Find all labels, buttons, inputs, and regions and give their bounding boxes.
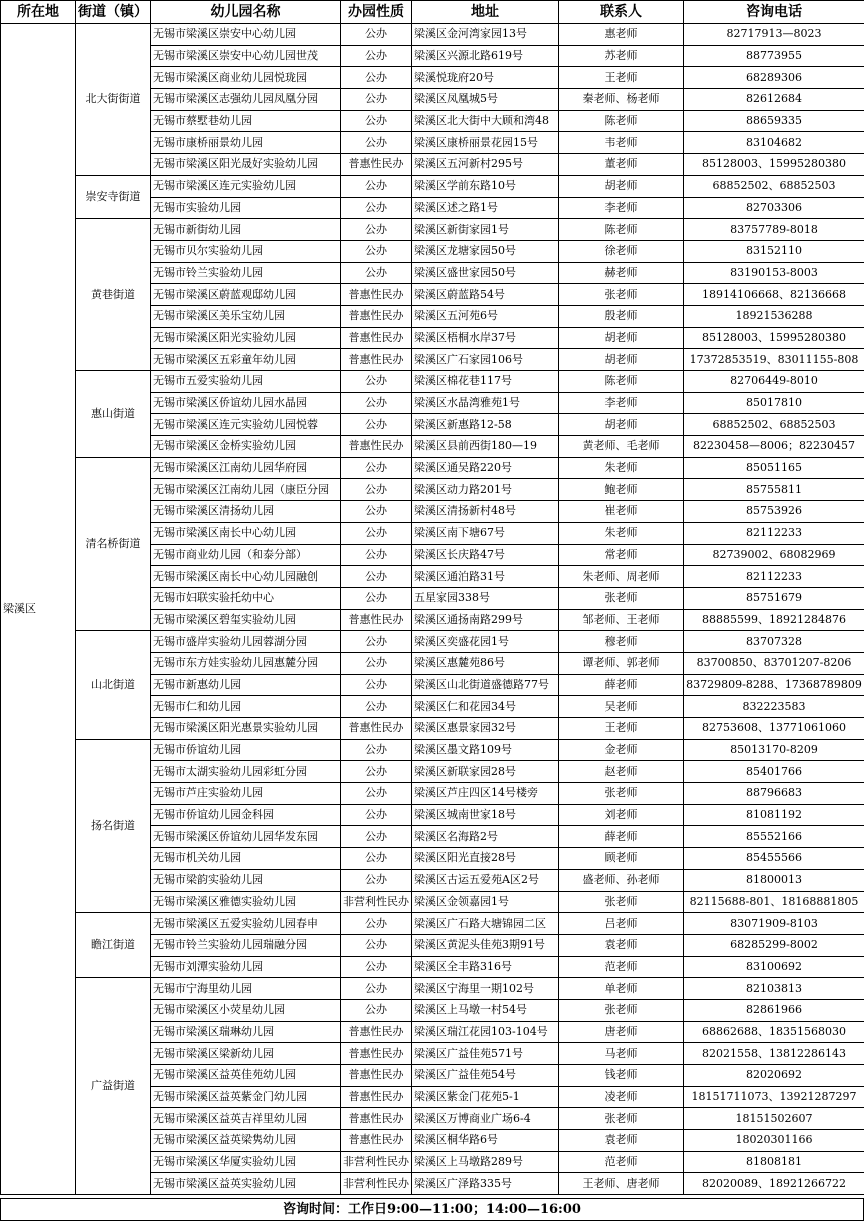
phone-cell: 68289306	[684, 67, 864, 89]
nature-cell: 公办	[341, 978, 412, 1000]
kindergarten-name-cell: 无锡市铃兰实验幼儿园瑞融分园	[151, 934, 341, 956]
kindergarten-name-cell: 无锡市梁溪区商业幼儿园悦珑园	[151, 67, 341, 89]
nature-cell: 普惠性民办	[341, 1108, 412, 1130]
address-cell: 梁溪区棉花巷117号	[412, 371, 559, 393]
address-cell: 梁溪区惠景家园32号	[412, 718, 559, 740]
phone-cell: 82861966	[684, 999, 864, 1021]
contact-cell: 唐老师	[559, 1021, 684, 1043]
contact-cell: 邹老师、王老师	[559, 609, 684, 631]
phone-cell: 81808181	[684, 1151, 864, 1173]
address-cell: 梁溪区新街家园1号	[412, 219, 559, 241]
contact-cell: 张老师	[559, 999, 684, 1021]
kindergarten-name-cell: 无锡市梁溪区志强幼儿园凤凰分园	[151, 89, 341, 111]
contact-cell: 张老师	[559, 891, 684, 913]
contact-cell: 韦老师	[559, 132, 684, 154]
nature-cell: 公办	[341, 45, 412, 67]
kindergarten-name-cell: 无锡市梁溪区江南幼儿园华府园	[151, 457, 341, 479]
address-cell: 梁溪区清扬新村48号	[412, 501, 559, 523]
contact-cell: 薛老师	[559, 826, 684, 848]
kindergarten-name-cell: 无锡市梁溪区连元实验幼儿园悦蓉	[151, 414, 341, 436]
table-row	[1, 739, 864, 761]
phone-cell: 88659335	[684, 110, 864, 132]
kindergarten-name-cell: 无锡市梁溪区瑞琳幼儿园	[151, 1021, 341, 1043]
contact-cell: 赵老师	[559, 761, 684, 783]
kindergarten-name-cell: 无锡市芦庄实验幼儿园	[151, 783, 341, 805]
nature-cell: 公办	[341, 219, 412, 241]
header-nature: 办园性质	[341, 1, 412, 24]
contact-cell: 凌老师	[559, 1086, 684, 1108]
phone-cell: 81081192	[684, 804, 864, 826]
contact-cell: 常老师	[559, 544, 684, 566]
kindergarten-name-cell: 无锡市新街幼儿园	[151, 219, 341, 241]
street-cell: 扬名街道	[76, 739, 151, 913]
address-cell: 梁溪区黄泥头佳苑3期91号	[412, 934, 559, 956]
address-cell: 梁溪区广石路大塘锦园二区	[412, 913, 559, 935]
nature-cell: 公办	[341, 479, 412, 501]
nature-cell: 普惠性民办	[341, 1130, 412, 1152]
address-cell: 梁溪区龙塘家园50号	[412, 240, 559, 262]
street-cell: 崇安寺街道	[76, 175, 151, 218]
phone-cell: 85751679	[684, 587, 864, 609]
nature-cell: 公办	[341, 587, 412, 609]
phone-cell: 83757789-8018	[684, 219, 864, 241]
street-cell: 北大街街道	[76, 24, 151, 176]
kindergarten-name-cell: 无锡市梁溪区五彩童年幼儿园	[151, 349, 341, 371]
kindergarten-name-cell: 无锡市梁溪区美乐宝幼儿园	[151, 305, 341, 327]
address-cell: 梁溪区凤凰城5号	[412, 89, 559, 111]
contact-cell: 范老师	[559, 956, 684, 978]
phone-cell: 82703306	[684, 197, 864, 219]
table-row	[1, 175, 864, 197]
street-cell: 清名桥街道	[76, 457, 151, 631]
phone-cell: 85128003、15995280380	[684, 154, 864, 176]
contact-cell: 薛老师	[559, 674, 684, 696]
address-cell: 梁溪区阳光直接28号	[412, 848, 559, 870]
kindergarten-name-cell: 无锡市梁溪区侨谊幼儿园水晶园	[151, 392, 341, 414]
address-cell: 梁溪区长庆路47号	[412, 544, 559, 566]
contact-cell: 王老师	[559, 718, 684, 740]
address-cell: 梁溪区通泊路31号	[412, 566, 559, 588]
nature-cell: 普惠性民办	[341, 718, 412, 740]
phone-cell: 85455566	[684, 848, 864, 870]
address-cell: 梁溪区金领嘉园1号	[412, 891, 559, 913]
phone-cell: 82706449-8010	[684, 371, 864, 393]
kindergarten-name-cell: 无锡市侨谊幼儿园	[151, 739, 341, 761]
phone-cell: 85755811	[684, 479, 864, 501]
contact-cell: 胡老师	[559, 349, 684, 371]
nature-cell: 公办	[341, 24, 412, 46]
contact-cell: 惠老师	[559, 24, 684, 46]
phone-cell: 18151711073、13921287297	[684, 1086, 864, 1108]
phone-cell: 18921536288	[684, 305, 864, 327]
table-row	[1, 457, 864, 479]
contact-cell: 苏老师	[559, 45, 684, 67]
header-row	[1, 1, 864, 24]
nature-cell: 公办	[341, 522, 412, 544]
kindergarten-name-cell: 无锡市妇联实验托幼中心	[151, 587, 341, 609]
nature-cell: 公办	[341, 804, 412, 826]
contact-cell: 陈老师	[559, 219, 684, 241]
nature-cell: 公办	[341, 132, 412, 154]
contact-cell: 马老师	[559, 1043, 684, 1065]
kindergarten-name-cell: 无锡市东方娃实验幼儿园惠麓分园	[151, 652, 341, 674]
nature-cell: 普惠性民办	[341, 1021, 412, 1043]
header-location: 所在地	[1, 1, 76, 24]
address-cell: 梁溪区仁和花园34号	[412, 696, 559, 718]
address-cell: 梁溪区通吴路220号	[412, 457, 559, 479]
address-cell: 梁溪区述之路1号	[412, 197, 559, 219]
contact-cell: 刘老师	[559, 804, 684, 826]
nature-cell: 公办	[341, 848, 412, 870]
contact-cell: 陈老师	[559, 371, 684, 393]
kindergarten-name-cell: 无锡市梁溪区碧玺实验幼儿园	[151, 609, 341, 631]
nature-cell: 普惠性民办	[341, 284, 412, 306]
phone-cell: 85013170-8209	[684, 739, 864, 761]
kindergarten-name-cell: 无锡市商业幼儿园（和泰分部）	[151, 544, 341, 566]
kindergarten-name-cell: 无锡市太湖实验幼儿园彩虹分园	[151, 761, 341, 783]
street-cell: 惠山街道	[76, 371, 151, 458]
nature-cell: 非营利性民办	[341, 1151, 412, 1173]
kindergarten-name-cell: 无锡市蔡墅巷幼儿园	[151, 110, 341, 132]
nature-cell: 公办	[341, 934, 412, 956]
phone-cell: 85552166	[684, 826, 864, 848]
kindergarten-name-cell: 无锡市宁海里幼儿园	[151, 978, 341, 1000]
nature-cell: 公办	[341, 544, 412, 566]
nature-cell: 公办	[341, 110, 412, 132]
kindergarten-name-cell: 无锡市梁溪区阳光惠景实验幼儿园	[151, 718, 341, 740]
address-cell: 梁溪区学前东路10号	[412, 175, 559, 197]
phone-cell: 18020301166	[684, 1130, 864, 1152]
address-cell: 梁溪区水晶湾雅苑1号	[412, 392, 559, 414]
kindergarten-name-cell: 无锡市梁溪区侨谊幼儿园华发东园	[151, 826, 341, 848]
phone-cell: 83729809-8288、17368789809	[684, 674, 864, 696]
nature-cell: 公办	[341, 999, 412, 1021]
contact-cell: 胡老师	[559, 414, 684, 436]
kindergarten-name-cell: 无锡市盛岸实验幼儿园蓉湖分园	[151, 631, 341, 653]
nature-cell: 普惠性民办	[341, 305, 412, 327]
nature-cell: 普惠性民办	[341, 1086, 412, 1108]
phone-cell: 832223583	[684, 696, 864, 718]
kindergarten-name-cell: 无锡市机关幼儿园	[151, 848, 341, 870]
header-street: 街道（镇）	[76, 1, 151, 24]
nature-cell: 普惠性民办	[341, 349, 412, 371]
street-cell: 瞻江街道	[76, 913, 151, 978]
kindergarten-name-cell: 无锡市梁溪区蔚蓝观邸幼儿园	[151, 284, 341, 306]
phone-cell: 82753608、13771061060	[684, 718, 864, 740]
contact-cell: 徐老师	[559, 240, 684, 262]
phone-cell: 82112233	[684, 522, 864, 544]
contact-cell: 朱老师	[559, 522, 684, 544]
kindergarten-name-cell: 无锡市梁溪区崇安中心幼儿园世茂	[151, 45, 341, 67]
address-cell: 梁溪区万博商业广场6-4	[412, 1108, 559, 1130]
address-cell: 梁溪区古运五爱苑A区2号	[412, 869, 559, 891]
table-body	[1, 24, 864, 1195]
kindergarten-name-cell: 无锡市梁溪区益英紫金门幼儿园	[151, 1086, 341, 1108]
contact-cell: 张老师	[559, 284, 684, 306]
phone-cell: 82021558、13812286143	[684, 1043, 864, 1065]
table-row	[1, 371, 864, 393]
kindergarten-name-cell: 无锡市贝尔实验幼儿园	[151, 240, 341, 262]
nature-cell: 普惠性民办	[341, 327, 412, 349]
contact-cell: 穆老师	[559, 631, 684, 653]
address-cell: 梁溪区广益佳苑54号	[412, 1065, 559, 1087]
contact-cell: 胡老师	[559, 327, 684, 349]
address-cell: 梁溪区城南世家18号	[412, 804, 559, 826]
nature-cell: 公办	[341, 371, 412, 393]
nature-cell: 公办	[341, 783, 412, 805]
contact-cell: 张老师	[559, 587, 684, 609]
nature-cell: 公办	[341, 761, 412, 783]
header-contact: 联系人	[559, 1, 684, 24]
address-cell: 梁溪区广石家园106号	[412, 349, 559, 371]
address-cell: 梁溪区奕盛花园1号	[412, 631, 559, 653]
nature-cell: 公办	[341, 826, 412, 848]
address-cell: 梁溪区新联家园28号	[412, 761, 559, 783]
phone-cell: 82115688-801、18168881805	[684, 891, 864, 913]
nature-cell: 公办	[341, 262, 412, 284]
kindergarten-name-cell: 无锡市梁溪区金桥实验幼儿园	[151, 436, 341, 458]
nature-cell: 公办	[341, 913, 412, 935]
kindergarten-name-cell: 无锡市梁溪区连元实验幼儿园	[151, 175, 341, 197]
kindergarten-name-cell: 无锡市梁溪区益英佳苑幼儿园	[151, 1065, 341, 1087]
contact-cell: 鲍老师	[559, 479, 684, 501]
phone-cell: 68852502、68852503	[684, 175, 864, 197]
contact-cell: 顾老师	[559, 848, 684, 870]
phone-cell: 83190153-8003	[684, 262, 864, 284]
address-cell: 梁溪区金河湾家园13号	[412, 24, 559, 46]
phone-cell: 85017810	[684, 392, 864, 414]
nature-cell: 公办	[341, 240, 412, 262]
phone-cell: 82717913—8023	[684, 24, 864, 46]
phone-cell: 85051165	[684, 457, 864, 479]
contact-cell: 王老师	[559, 67, 684, 89]
address-cell: 梁溪区五河苑6号	[412, 305, 559, 327]
nature-cell: 公办	[341, 197, 412, 219]
address-cell: 梁溪区上马墩路289号	[412, 1151, 559, 1173]
address-cell: 梁溪区全丰路316号	[412, 956, 559, 978]
kindergarten-name-cell: 无锡市梁溪区小荧星幼儿园	[151, 999, 341, 1021]
nature-cell: 公办	[341, 67, 412, 89]
address-cell: 梁溪区通扬南路299号	[412, 609, 559, 631]
kindergarten-name-cell: 无锡市新惠幼儿园	[151, 674, 341, 696]
table-row	[1, 978, 864, 1000]
nature-cell: 公办	[341, 631, 412, 653]
kindergarten-name-cell: 无锡市铃兰实验幼儿园	[151, 262, 341, 284]
district-cell: 梁溪区	[1, 24, 76, 1195]
phone-cell: 88796683	[684, 783, 864, 805]
phone-cell: 83152110	[684, 240, 864, 262]
kindergarten-name-cell: 无锡市梁溪区南长中心幼儿园融创	[151, 566, 341, 588]
address-cell: 梁溪区宁海里一期102号	[412, 978, 559, 1000]
phone-cell: 81800013	[684, 869, 864, 891]
address-cell: 梁溪区康桥丽景花园15号	[412, 132, 559, 154]
nature-cell: 公办	[341, 501, 412, 523]
header-phone: 咨询电话	[684, 1, 864, 24]
contact-cell: 金老师	[559, 739, 684, 761]
address-cell: 梁溪区新惠路12-58	[412, 414, 559, 436]
phone-cell: 82112233	[684, 566, 864, 588]
address-cell: 梁溪区梧桐水岸37号	[412, 327, 559, 349]
nature-cell: 公办	[341, 956, 412, 978]
kindergarten-name-cell: 无锡市实验幼儿园	[151, 197, 341, 219]
contact-cell: 吴老师	[559, 696, 684, 718]
kindergarten-name-cell: 无锡市梁溪区益英吉祥里幼儿园	[151, 1108, 341, 1130]
contact-cell: 单老师	[559, 978, 684, 1000]
nature-cell: 普惠性民办	[341, 609, 412, 631]
kindergarten-name-cell: 无锡市梁溪区南长中心幼儿园	[151, 522, 341, 544]
contact-cell: 董老师	[559, 154, 684, 176]
phone-cell: 83707328	[684, 631, 864, 653]
contact-cell: 王老师、唐老师	[559, 1173, 684, 1195]
nature-cell: 普惠性民办	[341, 1065, 412, 1087]
contact-cell: 袁老师	[559, 1130, 684, 1152]
address-cell: 梁溪区动力路201号	[412, 479, 559, 501]
contact-cell: 殷老师	[559, 305, 684, 327]
address-cell: 梁溪区名海路2号	[412, 826, 559, 848]
phone-cell: 83700850、83701207-8206	[684, 652, 864, 674]
consult-time-footer: 咨询时间：工作日9:00—11:00；14:00—16:00	[0, 1198, 864, 1221]
address-cell: 梁溪区上马墩一村54号	[412, 999, 559, 1021]
kindergarten-name-cell: 无锡市梁韵实验幼儿园	[151, 869, 341, 891]
nature-cell: 非营利性民办	[341, 891, 412, 913]
contact-cell: 盛老师、孙老师	[559, 869, 684, 891]
kindergarten-name-cell: 无锡市梁溪区清扬幼儿园	[151, 501, 341, 523]
contact-cell: 钱老师	[559, 1065, 684, 1087]
address-cell: 梁溪区县前西街180—19	[412, 436, 559, 458]
table-row	[1, 219, 864, 241]
phone-cell: 82103813	[684, 978, 864, 1000]
kindergarten-name-cell: 无锡市梁溪区江南幼儿园（康臣分园	[151, 479, 341, 501]
kindergarten-name-cell: 无锡市梁溪区华厦实验幼儿园	[151, 1151, 341, 1173]
address-cell: 梁溪区紫金门花苑5-1	[412, 1086, 559, 1108]
address-cell: 梁溪区五河新村295号	[412, 154, 559, 176]
phone-cell: 83100692	[684, 956, 864, 978]
contact-cell: 黄老师、毛老师	[559, 436, 684, 458]
contact-cell: 范老师	[559, 1151, 684, 1173]
address-cell: 梁溪区山北街道盛德路77号	[412, 674, 559, 696]
contact-cell: 朱老师	[559, 457, 684, 479]
phone-cell: 85753926	[684, 501, 864, 523]
phone-cell: 82020692	[684, 1065, 864, 1087]
nature-cell: 公办	[341, 175, 412, 197]
nature-cell: 公办	[341, 566, 412, 588]
address-cell: 梁溪区墨文路109号	[412, 739, 559, 761]
contact-cell: 张老师	[559, 1108, 684, 1130]
address-cell: 梁溪区广益佳苑571号	[412, 1043, 559, 1065]
address-cell: 梁溪区惠麓苑86号	[412, 652, 559, 674]
address-cell: 梁溪区桐华路6号	[412, 1130, 559, 1152]
phone-cell: 68852502、68852503	[684, 414, 864, 436]
address-cell: 梁溪区兴源北路619号	[412, 45, 559, 67]
kindergarten-name-cell: 无锡市梁溪区雅德实验幼儿园	[151, 891, 341, 913]
nature-cell: 公办	[341, 696, 412, 718]
contact-cell: 谭老师、郭老师	[559, 652, 684, 674]
address-cell: 梁溪区盛世家园50号	[412, 262, 559, 284]
address-cell: 梁溪悦珑府20号	[412, 67, 559, 89]
nature-cell: 公办	[341, 392, 412, 414]
address-cell: 梁溪区广泽路335号	[412, 1173, 559, 1195]
kindergarten-name-cell: 无锡市侨谊幼儿园金科园	[151, 804, 341, 826]
address-cell: 梁溪区芦庄四区14号楼旁	[412, 783, 559, 805]
address-cell: 五星家园338号	[412, 587, 559, 609]
table-row	[1, 913, 864, 935]
kindergarten-name-cell: 无锡市梁溪区崇安中心幼儿园	[151, 24, 341, 46]
contact-cell: 赫老师	[559, 262, 684, 284]
phone-cell: 82739002、68082969	[684, 544, 864, 566]
phone-cell: 18914106668、82136668	[684, 284, 864, 306]
header-address: 地址	[412, 1, 559, 24]
phone-cell: 82612684	[684, 89, 864, 111]
contact-cell: 陈老师	[559, 110, 684, 132]
street-cell: 山北街道	[76, 631, 151, 739]
nature-cell: 普惠性民办	[341, 436, 412, 458]
contact-cell: 李老师	[559, 392, 684, 414]
contact-cell: 袁老师	[559, 934, 684, 956]
nature-cell: 公办	[341, 414, 412, 436]
phone-cell: 85128003、15995280380	[684, 327, 864, 349]
phone-cell: 83104682	[684, 132, 864, 154]
header-kindergarten-name: 幼儿园名称	[151, 1, 341, 24]
kindergarten-name-cell: 无锡市梁溪区益英梁隽幼儿园	[151, 1130, 341, 1152]
kindergarten-name-cell: 无锡市梁溪区五爱实验幼儿园春申	[151, 913, 341, 935]
kindergarten-name-cell: 无锡市梁溪区阳光晟好实验幼儿园	[151, 154, 341, 176]
contact-cell: 崔老师	[559, 501, 684, 523]
nature-cell: 非营利性民办	[341, 1173, 412, 1195]
kindergarten-name-cell: 无锡市五爱实验幼儿园	[151, 371, 341, 393]
table-row	[1, 24, 864, 46]
phone-cell: 83071909-8103	[684, 913, 864, 935]
kindergarten-name-cell: 无锡市仁和幼儿园	[151, 696, 341, 718]
nature-cell: 公办	[341, 89, 412, 111]
contact-cell: 李老师	[559, 197, 684, 219]
nature-cell: 普惠性民办	[341, 1043, 412, 1065]
street-cell: 黄巷街道	[76, 219, 151, 371]
nature-cell: 公办	[341, 674, 412, 696]
contact-cell: 朱老师、周老师	[559, 566, 684, 588]
phone-cell: 88885599、18921284876	[684, 609, 864, 631]
phone-cell: 82020089、18921266722	[684, 1173, 864, 1195]
contact-cell: 吕老师	[559, 913, 684, 935]
kindergarten-name-cell: 无锡市梁溪区益英实验幼儿园	[151, 1173, 341, 1195]
address-cell: 梁溪区瑞江花园103-104号	[412, 1021, 559, 1043]
table-row	[1, 631, 864, 653]
contact-cell: 秦老师、杨老师	[559, 89, 684, 111]
phone-cell: 82230458—8006；82230457	[684, 436, 864, 458]
address-cell: 梁溪区北大街中大顾和湾48	[412, 110, 559, 132]
nature-cell: 公办	[341, 457, 412, 479]
contact-cell: 胡老师	[559, 175, 684, 197]
kindergarten-name-cell: 无锡市刘潭实验幼儿园	[151, 956, 341, 978]
phone-cell: 88773955	[684, 45, 864, 67]
phone-cell: 68862688、18351568030	[684, 1021, 864, 1043]
nature-cell: 公办	[341, 869, 412, 891]
nature-cell: 公办	[341, 739, 412, 761]
kindergarten-name-cell: 无锡市梁溪区阳光实验幼儿园	[151, 327, 341, 349]
kindergarten-name-cell: 无锡市康桥丽景幼儿园	[151, 132, 341, 154]
phone-cell: 68285299-8002	[684, 934, 864, 956]
kindergarten-name-cell: 无锡市梁溪区梁新幼儿园	[151, 1043, 341, 1065]
address-cell: 梁溪区蔚蓝路54号	[412, 284, 559, 306]
phone-cell: 17372853519、83011155-808	[684, 349, 864, 371]
phone-cell: 18151502607	[684, 1108, 864, 1130]
phone-cell: 85401766	[684, 761, 864, 783]
contact-cell: 张老师	[559, 783, 684, 805]
nature-cell: 普惠性民办	[341, 154, 412, 176]
address-cell: 梁溪区南下塘67号	[412, 522, 559, 544]
street-cell: 广益街道	[76, 978, 151, 1195]
nature-cell: 公办	[341, 652, 412, 674]
